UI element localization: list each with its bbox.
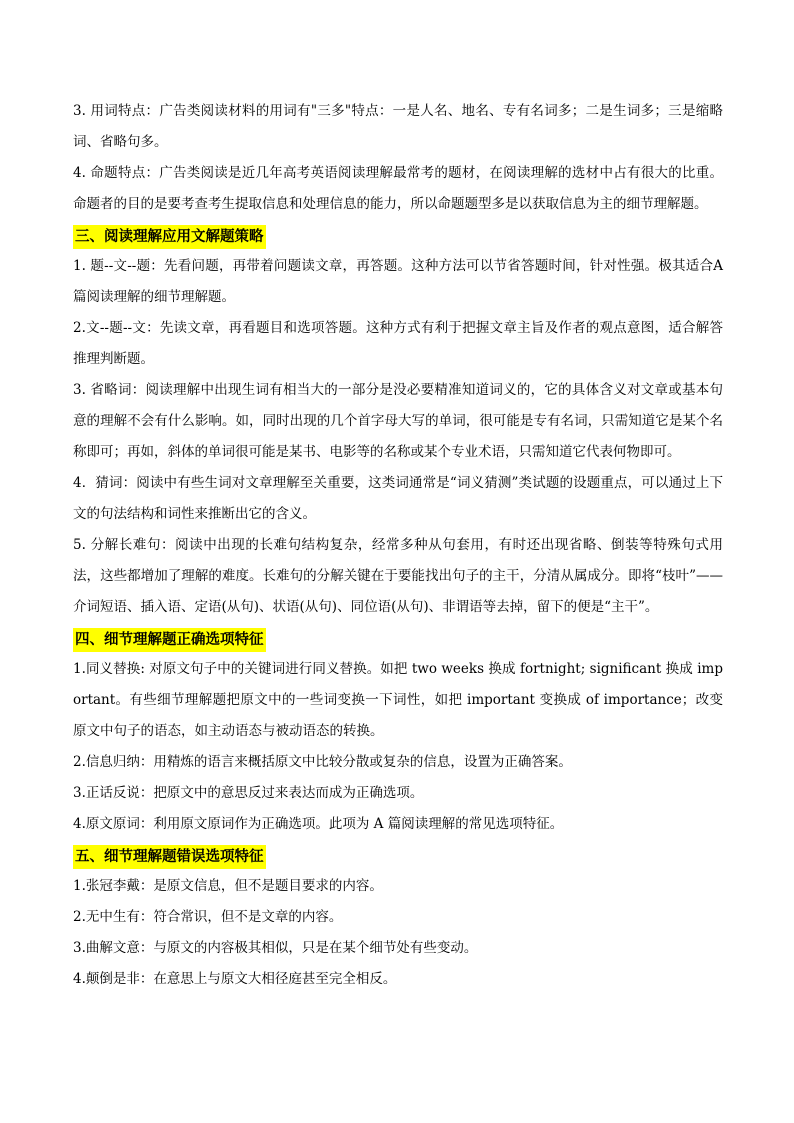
- correct-option-item: 2.信息归纳：用精炼的语言来概括原文中比较分散或复杂的信息，设置为正确答案。: [73, 754, 572, 770]
- correct-option-item: 3.正话反说：把原文中的意思反过来表达而成为正确选项。: [73, 785, 424, 801]
- correct-option-item: 1.同义替换: 对原文句子中的关键词进行同义替换。如把 two weeks 换成 fortnight; significant 换成 important。有些细节理解题把原文中的一些词变换一下词性，如把 important 变换成 of importance；改变原文中句子的语态，如主动语态与被动语态的转换。: [73, 661, 723, 739]
- wrong-option-item: 3.曲解文意：与原文的内容极其相似，只是在某个细节处有些变动。: [73, 940, 478, 956]
- strategy-item: 1. 题--文--题：先看问题，再带着问题读文章，再答题。这种方法可以节省答题时间，针对性强。极其适合A篇阅读理解的细节理解题。: [73, 258, 723, 305]
- document-page: [73, 96, 723, 995]
- section-heading-correct-options: 四、细节理解题正确选项特征: [73, 628, 266, 652]
- strategy-item: 3. 省略词：阅读理解中出现生词有相当大的一部分是没必要精准知道词义的，它的具体含义对文章或基本句意的理解不会有什么影响。如，同时出现的几个首字母大写的单词，很可能是专有名词，只需知道它是某个名称即可；再如，斜体的单词很可能是某书、电影等的名称或某个专业术语，只需知道它代表何物即可。: [73, 382, 723, 460]
- section-heading-wrong-options: 五、细节理解题错误选项特征: [73, 845, 266, 869]
- correct-option-item: 4.原文原词：利用原文原词作为正确选项。此项为 A 篇阅读理解的常见选项特征。: [73, 816, 564, 832]
- wrong-option-item: 4.颠倒是非：在意思上与原文大相径庭甚至完全相反。: [73, 971, 397, 987]
- strategy-item: 4．猜词：阅读中有些生词对文章理解至关重要，这类词通常是“词义猜测”类试题的设题重点，可以通过上下文的句法结构和词性来推断出它的含义。: [73, 475, 723, 522]
- wrong-option-item: 2.无中生有：符合常识，但不是文章的内容。: [73, 909, 343, 925]
- strategy-item: 2.文--题--文：先读文章，再看题目和选项答题。这种方式有利于把握文章主旨及作者的观点意图，适合解答推理判断题。: [73, 320, 723, 367]
- paragraph-question-features: 4. 命题特点：广告类阅读是近几年高考英语阅读理解最常考的题材，在阅读理解的选材中占有很大的比重。命题者的目的是要考查考生提取信息和处理信息的能力，所以命题题型多是以获取信息为主的细节理解题。: [73, 165, 723, 212]
- section-heading-strategies: 三、阅读理解应用文解题策略: [73, 225, 266, 249]
- wrong-option-item: 1.张冠李戴：是原文信息，但不是题目要求的内容。: [73, 878, 383, 894]
- strategy-item: 5. 分解长难句：阅读中出现的长难句结构复杂，经常多种从句套用，有时还出现省略、倒装等特殊句式用法，这些都增加了理解的难度。长难句的分解关键在于要能找出句子的主干，分清从属成分。即将“枝叶”——介词短语、插入语、定语(从句)、状语(从句)、同位语(从句)、非谓语等去掉，留下的便是“主干”。: [73, 537, 723, 615]
- paragraph-word-features: 3. 用词特点：广告类阅读材料的用词有"三多"特点：一是人名、地名、专有名词多；二是生词多；三是缩略词、省略句多。: [73, 103, 723, 150]
